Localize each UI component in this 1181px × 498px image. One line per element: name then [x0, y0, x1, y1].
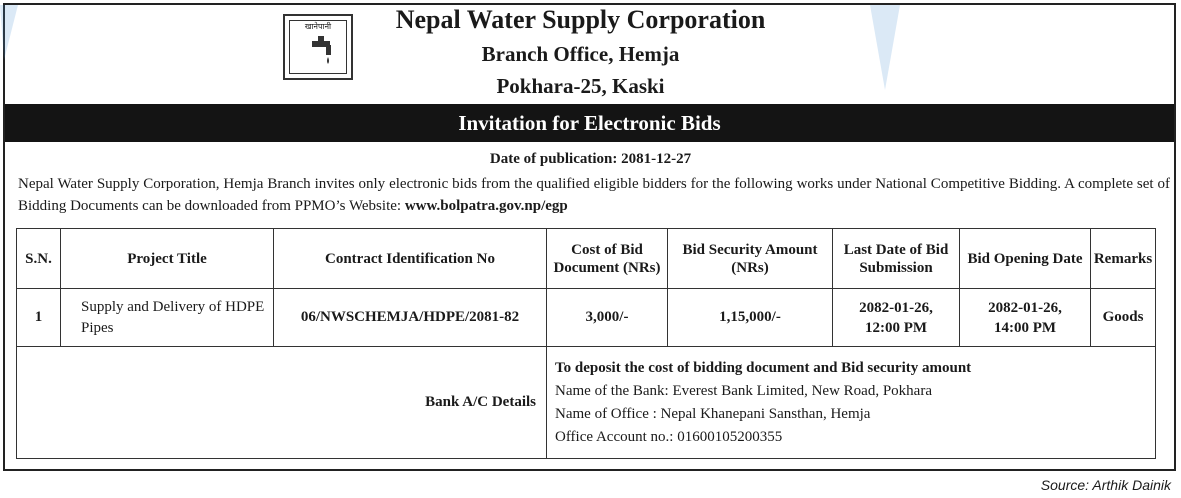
row-sn: 1: [17, 289, 61, 347]
row-contract: 06/NWSCHEMJA/HDPE/2081-82: [274, 289, 547, 347]
office-name: Name of Office : Nepal Khanepani Sansthan, Hemja: [555, 405, 871, 422]
last-date-day: 2082-01-26,: [859, 299, 933, 316]
header-cost: Cost of Bid Document (NRs): [547, 229, 668, 289]
bids-table: [16, 228, 1156, 459]
opening-time: 14:00 PM: [993, 319, 1057, 336]
page-title: Invitation for Electronic Bids: [5, 104, 1174, 142]
bank-label-cell: [17, 347, 547, 459]
address: Pokhara-25, Kaski: [496, 74, 665, 98]
header-opening: Bid Opening Date: [960, 229, 1091, 289]
row-last-date: [833, 289, 960, 347]
bank-name: Name of the Bank: Everest Bank Limited, New Road, Pokhara: [555, 382, 932, 399]
row-project: Supply and Delivery of HDPE Pipes: [61, 289, 274, 347]
header-last-date: Last Date of Bid Submission: [833, 229, 960, 289]
branch-office: Branch Office, Hemja: [481, 42, 680, 66]
header-project: Project Title: [61, 229, 274, 289]
source-credit: Source: Arthik Dainik: [1040, 477, 1171, 493]
opening-day: 2082-01-26,: [988, 299, 1062, 316]
table-row: [17, 289, 1156, 347]
bank-row: [17, 347, 1156, 459]
table-header-row: [17, 229, 1156, 289]
org-name: Nepal Water Supply Corporation: [395, 5, 766, 34]
bank-details-cell: [547, 347, 1156, 459]
row-opening: [960, 289, 1091, 347]
intro-text: Nepal Water Supply Corporation, Hemja Branch invites only electronic bids from the qualified eligible bidders for the following works under National Competitive Bidding. A complete set of Bidding Documents can be downloaded from PPMO’s Website:: [18, 176, 1170, 214]
publication-date: Date of publication: 2081-12-27: [489, 151, 692, 167]
row-security: 1,15,000/-: [668, 289, 833, 347]
intro-paragraph: [18, 173, 1170, 217]
bank-label: Bank A/C Details: [425, 394, 536, 410]
account-number: Office Account no.: 01600105200355: [555, 428, 783, 445]
website-link[interactable]: www.bolpatra.gov.np/egp: [404, 198, 568, 214]
watermark-graphic: ​: [330, 360, 375, 418]
row-cost: 3,000/-: [547, 289, 668, 347]
header-contract: Contract Identification No: [274, 229, 547, 289]
header-remarks: Remarks: [1091, 229, 1156, 289]
last-date-time: 12:00 PM: [864, 319, 928, 336]
logo-text: खानेपानी: [304, 22, 332, 31]
header-security: Bid Security Amount (NRs): [668, 229, 833, 289]
row-remarks: Goods: [1091, 289, 1156, 347]
header-sn: S.N.: [17, 229, 61, 289]
bank-heading: To deposit the cost of bidding document and Bid security amount: [555, 359, 972, 376]
